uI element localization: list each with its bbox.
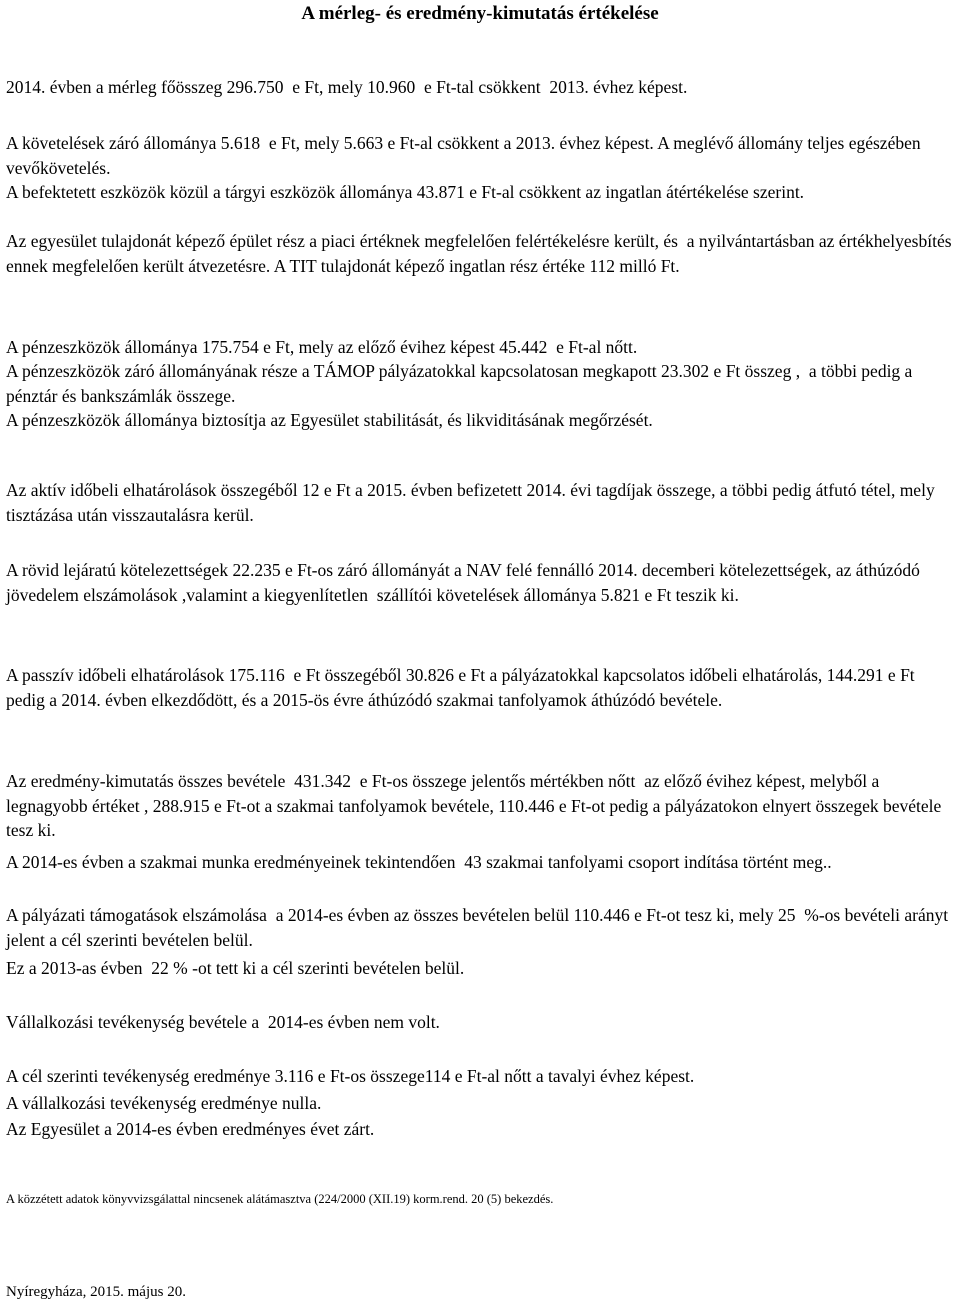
audit-footnote: A közzétett adatok könyvvizsgálattal nincsenek alátámasztva (224/2000 (XII.19) korm.rend. 20 (5) bekezdés. [6, 1192, 554, 1206]
paragraph-total-revenue: Az eredmény-kimutatás összes bevétele 431.342 e Ft-os összege jelentős mértékben nőtt az előző évihez képest, melyből a legnagyobb értéket , 288.915 e Ft-ot a szakmai tanfolyamok bevétele, 110.446 e Ft-ot pedig a pályázatokon elnyert összegek bevétele tesz ki. [6, 771, 946, 840]
paragraph-cash-composition: A pénzeszközök záró állományának része a TÁMOP pályázatokkal kapcsolatosan megkapott 23.302 e Ft összeg , a többi pedig a pénztár és bankszámlák összege. [6, 361, 917, 406]
paragraph-course-groups: A 2014-es évben a szakmai munka eredményeinek tekintendően 43 szakmai tanfolyami csoport indítása történt meg.. [6, 852, 832, 872]
document-title: A mérleg- és eredmény-kimutatás értékelése [301, 3, 659, 24]
paragraph-business-result: A vállalkozási tevékenység eredménye nulla. [6, 1093, 322, 1113]
paragraph-receivables: A követelések záró állománya 5.618 e Ft, mely 5.663 e Ft-al csökkent a 2013. évhez képest. A meglévő állomány teljes egészében vevőkövetelés. [6, 133, 925, 178]
place-date-signature: Nyíregyháza, 2015. május 20. [6, 1284, 186, 1300]
paragraph-short-term-liabilities: A rövid lejáratú kötelezettségek 22.235 e Ft-os záró állományát a NAV felé fennálló 2014. decemberi kötelezettségek, az áthúzódó jövedelem elszámolások ,valamint a kiegyenlítetlen szállítói követelések állománya 5.821 e Ft teszik ki. [6, 560, 925, 605]
paragraph-business-revenue: Vállalkozási tevékenység bevétele a 2014-es évben nem volt. [6, 1012, 440, 1032]
paragraph-total-balance: 2014. évben a mérleg főösszeg 296.750 e Ft, mely 10.960 e Ft-tal csökkent 2013. évhez képest. [6, 77, 688, 97]
paragraph-passive-accruals: A passzív időbeli elhatárolások 175.116 e Ft összegéből 30.826 e Ft a pályázatokkal kapcsolatos időbeli elhatárolás, 144.291 e Ft pedig a 2014. évben elkezdődött, és a 2015-ös évre áthúzódó szakmai tanfolyamok áthúzódó bevétele. [6, 665, 920, 710]
paragraph-active-accruals: Az aktív időbeli elhatárolások összegéből 12 e Ft a 2015. évben befizetett 2014. évi tagdíjak összege, a többi pedig átfutó tétel, mely tisztázása után visszautalásra kerül. [6, 480, 940, 525]
paragraph-purpose-result: A cél szerinti tevékenység eredménye 3.116 e Ft-os összege114 e Ft-al nőtt a tavalyi évhez képest. [6, 1066, 695, 1086]
paragraph-2013-share: Ez a 2013-as évben 22 % -ot tett ki a cél szerinti bevételen belül. [6, 958, 465, 978]
paragraph-cash-balance: A pénzeszközök állománya 175.754 e Ft, mely az előző évihez képest 45.442 e Ft-al nőtt. [6, 337, 638, 357]
paragraph-grant-settlement: A pályázati támogatások elszámolása a 2014-es évben az összes bevételen belül 110.446 e Ft-ot tesz ki, mely 25 %-os bevételi arányt jelent a cél szerinti bevételen belül. [6, 905, 953, 950]
paragraph-building-revaluation: Az egyesület tulajdonát képező épület rész a piaci értéknek megfelelően felértékelésre került, és a nyilvántartásban az értékhelyesbítés ennek megfelelően került átvezetésre. A TIT tulajdonát képező ingatlan rész értéke 112 milló Ft. [6, 231, 956, 276]
paragraph-fixed-assets: A befektetett eszközök közül a tárgyi eszközök állománya 43.871 e Ft-al csökkent az ingatlan átértékelése szerint. [6, 182, 805, 202]
paragraph-year-closing: Az Egyesület a 2014-es évben eredményes évet zárt. [6, 1119, 375, 1139]
paragraph-cash-stability: A pénzeszközök állománya biztosítja az Egyesület stabilitását, és likviditásának megőrzését. [6, 410, 653, 430]
